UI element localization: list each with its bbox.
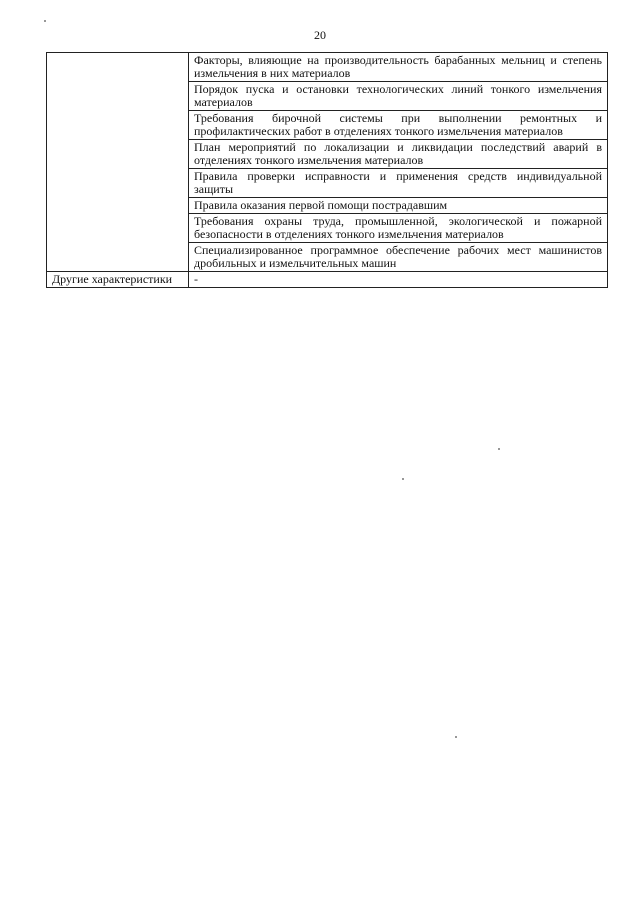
scan-speck (498, 448, 500, 450)
knowledge-item: Факторы, влияющие на производительность барабанных мельниц и степень измельчения в них материалов (189, 53, 608, 82)
knowledge-item: Требования охраны труда, промышленной, экологической и пожарной безопасности в отделениях тонкого измельчения материалов (189, 214, 608, 243)
knowledge-item: План мероприятий по локализации и ликвидации последствий аварий в отделениях тонкого измельчения материалов (189, 140, 608, 169)
scan-speck (44, 20, 46, 22)
table-row (47, 272, 608, 288)
scan-speck (455, 736, 457, 738)
requirements-table (46, 52, 608, 288)
table-row (47, 53, 608, 82)
page-number: 20 (314, 28, 326, 42)
other-characteristics-value: - (189, 272, 608, 288)
knowledge-item: Правила оказания первой помощи пострадавшим (189, 198, 608, 214)
knowledge-item: Требования бирочной системы при выполнении ремонтных и профилактических работ в отделениях тонкого измельчения материалов (189, 111, 608, 140)
knowledge-item: Порядок пуска и остановки технологических линий тонкого измельчения материалов (189, 82, 608, 111)
other-characteristics-label: Другие характеристики (47, 272, 189, 288)
scan-speck (402, 478, 404, 480)
knowledge-item: Правила проверки исправности и применения средств индивидуальной защиты (189, 169, 608, 198)
knowledge-item: Специализированное программное обеспечение рабочих мест машинистов дробильных и измельчительных машин (189, 243, 608, 272)
empty-label-cell (47, 53, 189, 272)
